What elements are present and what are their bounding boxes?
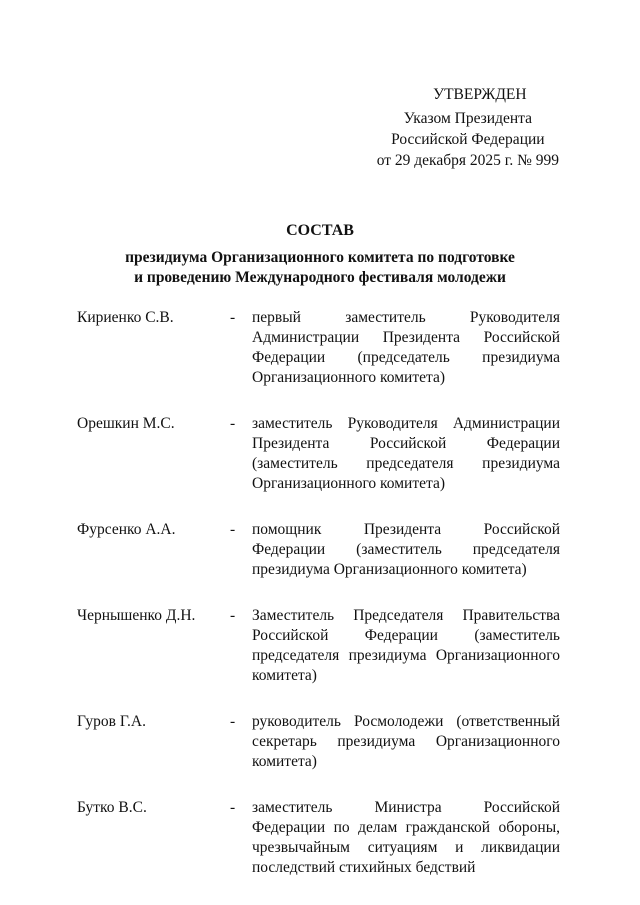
member-row [0,520,640,580]
members-list [0,308,640,878]
member-role [252,606,560,686]
member-role-line: комитета) [252,753,317,770]
member-role-line: Федерации (председатель президиума [252,349,560,366]
member-role-line: Федерации по делам гражданской обороны, [252,819,560,836]
member-role-line: первый заместитель Руководителя [252,309,560,326]
member-dash: - [230,521,236,538]
member-dash: - [230,607,236,624]
member-name: Чернышенко Д.Н. [77,607,196,624]
approval-federation-line: Российской Федерации [391,131,545,148]
member-role-line: Администрации Президента Российской [252,329,560,346]
member-role-line: комитета) [252,667,317,684]
member-role-line: чрезвычайным ситуациям и ликвидации [252,839,560,856]
member-role [252,712,560,772]
member-role-line: Организационного комитета) [252,369,446,386]
member-role-line: Заместитель Председателя Правительства [252,607,560,624]
member-role-line: заместитель Министра Российской [252,799,560,816]
member-role-line: председателя президиума Организационного [252,647,560,664]
member-name: Кириенко С.В. [77,309,174,326]
subtitle-line-1: президиума Организационного комитета по подготовке [125,249,515,266]
document-subtitle [0,248,640,288]
member-dash: - [230,309,236,326]
member-dash: - [230,415,236,432]
member-role [252,308,560,388]
member-role-line: президиума Организационного комитета) [252,561,527,578]
member-role-line: заместитель Руководителя Администрации [252,415,560,432]
member-row [0,712,640,772]
approval-decree-line: Указом Президента [403,110,532,127]
member-role-line: руководитель Росмолодежи (ответственный [252,713,560,730]
member-role-line: Федерации (заместитель председателя [252,541,560,558]
member-name: Фурсенко А.А. [77,521,176,538]
member-name: Бутко В.С. [77,799,147,816]
subtitle-line-2: и проведению Международного фестиваля молодежи [134,269,506,286]
approval-stamp [377,84,559,171]
member-role-line: последствий стихийных бедствий [252,859,476,876]
member-role-line: Российской Федерации (заместитель [252,627,560,644]
approval-date-line: от 29 декабря 2025 г. № 999 [376,152,559,169]
member-row [0,414,640,494]
member-dash: - [230,713,236,730]
member-dash: - [230,799,236,816]
member-role [252,520,560,580]
member-role-line: секретарь президиума Организационного [252,733,560,750]
member-role [252,414,560,494]
member-name: Орешкин М.С. [77,415,175,432]
member-row [0,606,640,686]
member-row [0,308,640,388]
member-role-line: помощник Президента Российской [252,521,560,538]
member-role-line: Президента Российской Федерации [252,435,560,452]
approved-label: УТВЕРЖДЕН [433,86,527,103]
member-role-line: (заместитель председателя президиума [252,455,560,472]
member-role-line: Организационного комитета) [252,475,446,492]
member-row [0,798,640,878]
document-title: СОСТАВ [286,222,354,239]
member-name: Гуров Г.А. [77,713,146,730]
member-role [252,798,560,878]
